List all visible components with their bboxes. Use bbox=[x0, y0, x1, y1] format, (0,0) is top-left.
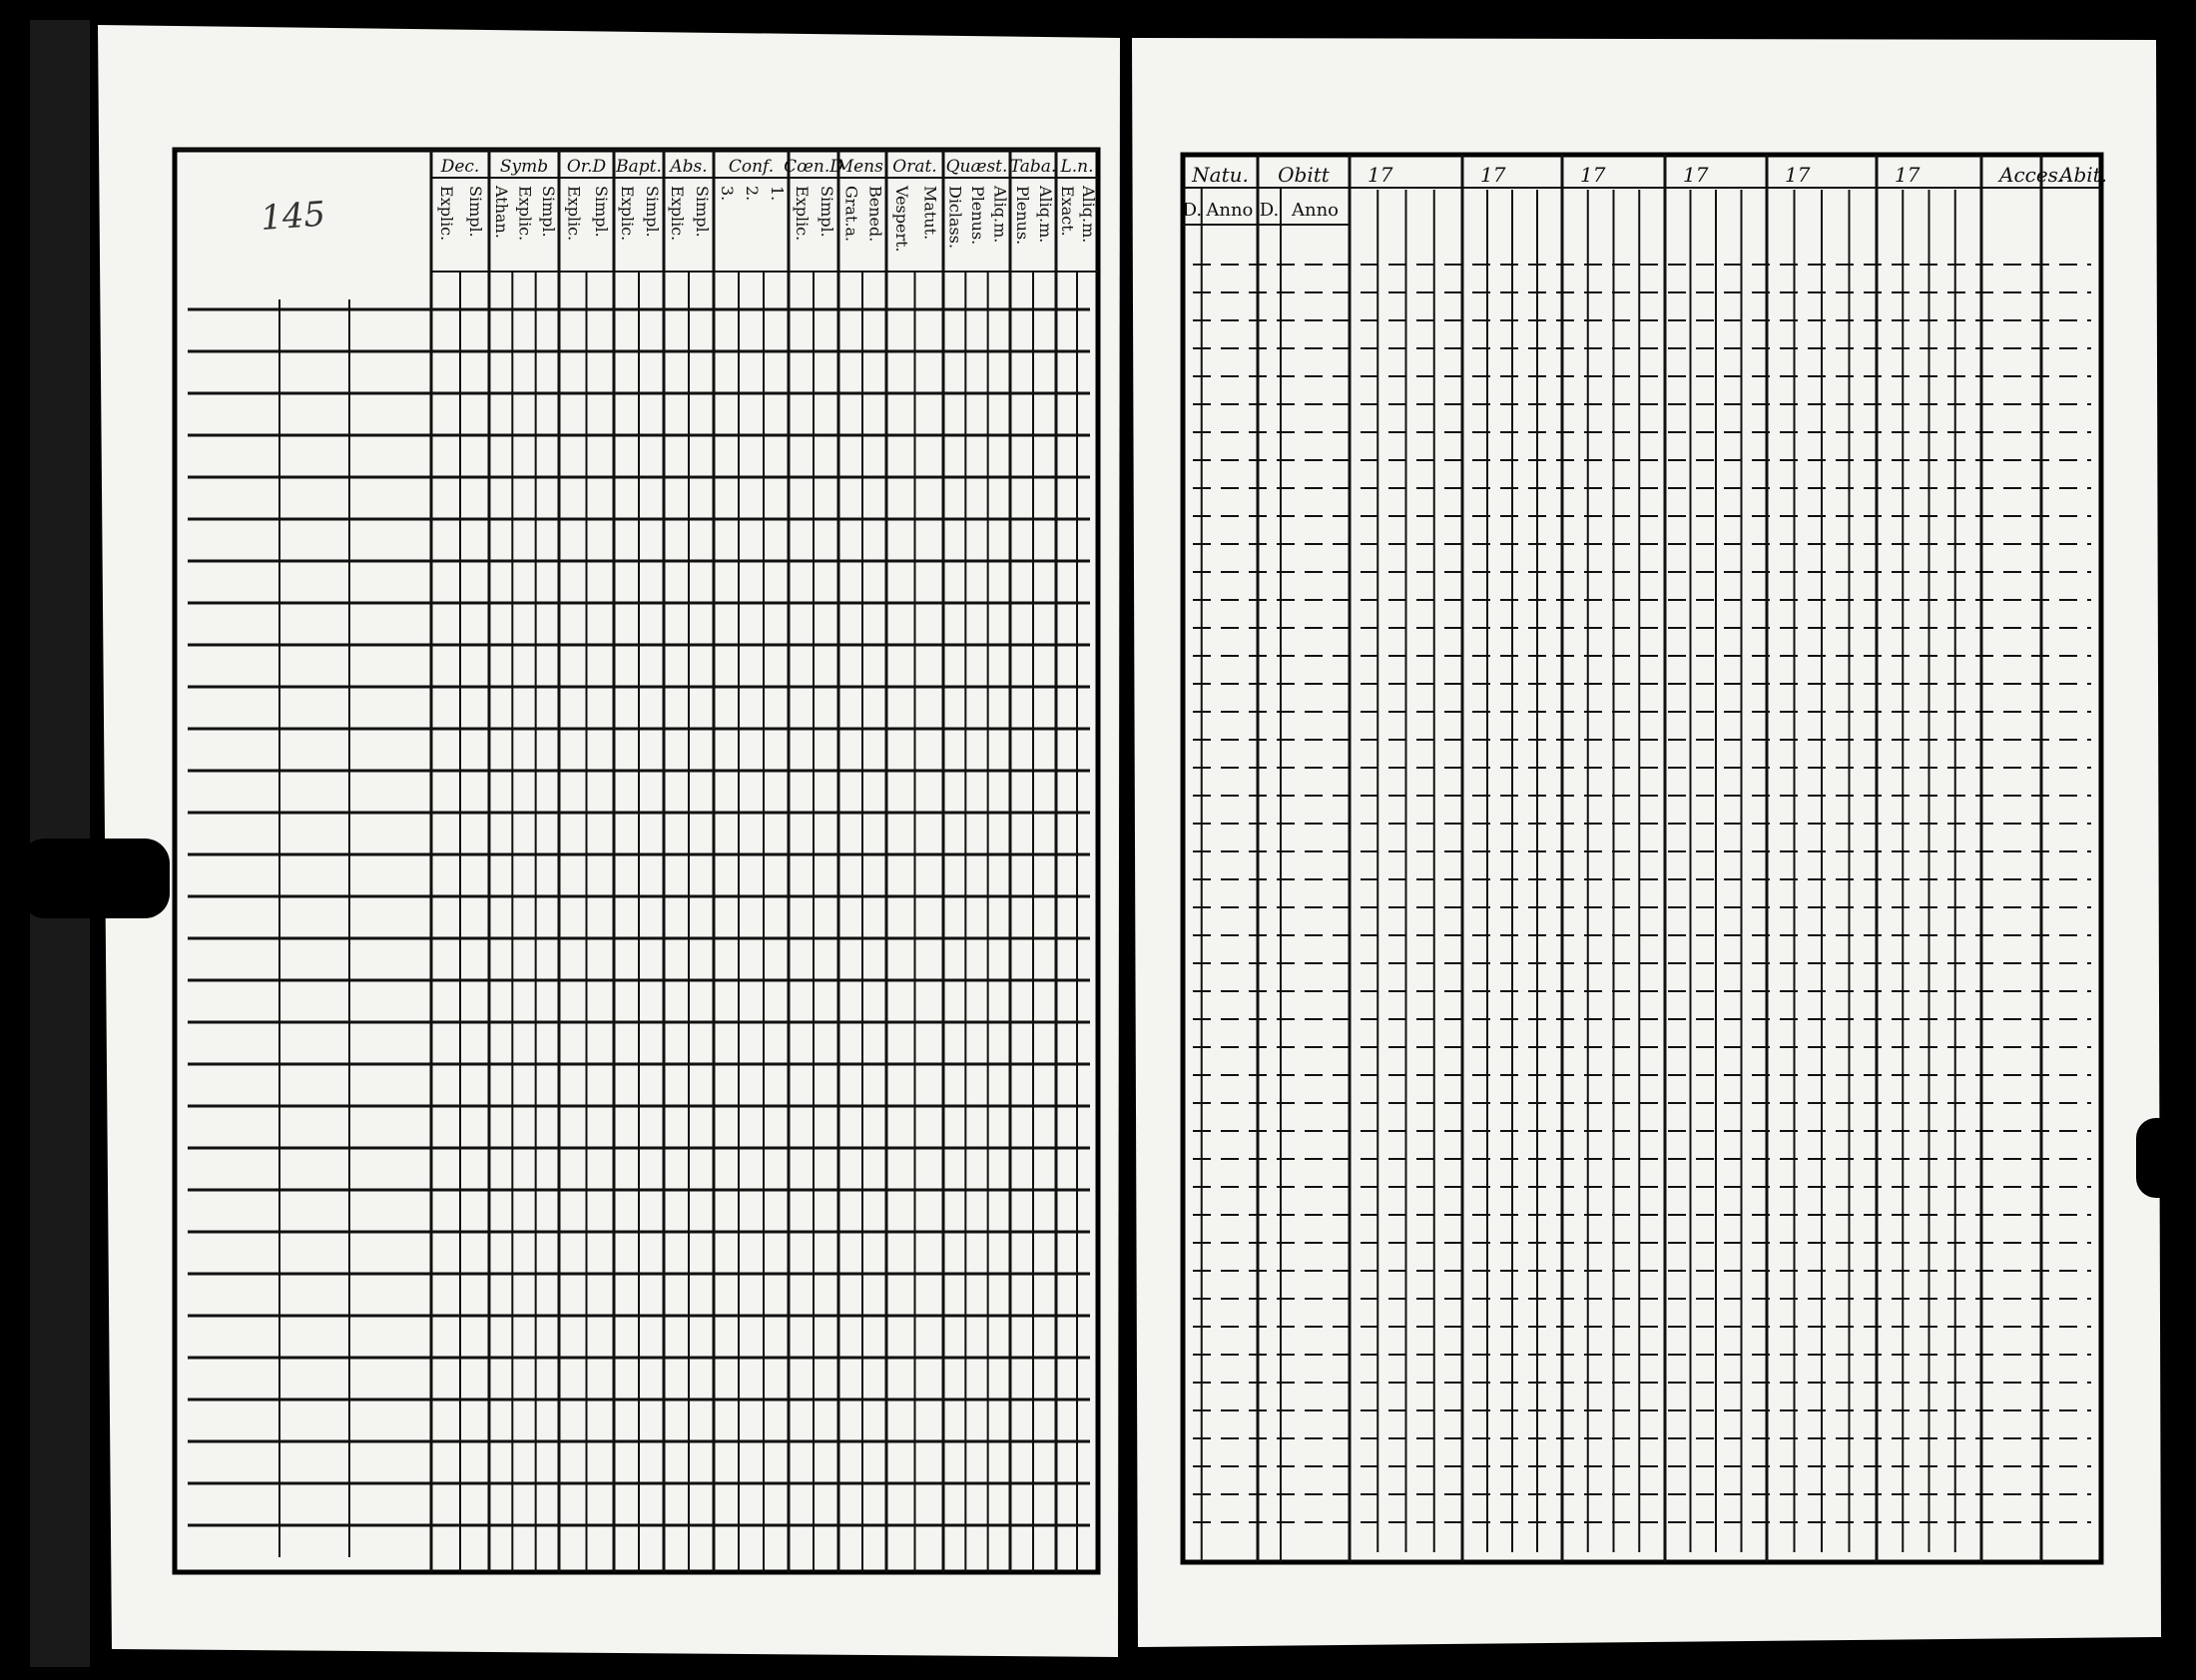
column-header: Bapt. bbox=[616, 157, 662, 177]
column-subheader: Explic. bbox=[668, 186, 687, 242]
column-subheader: Explic. bbox=[515, 186, 535, 242]
column-subheader: Simpl. bbox=[643, 186, 662, 238]
clasp-right bbox=[2136, 1118, 2196, 1198]
column-subheader: Simpl. bbox=[466, 186, 485, 238]
page-number: 145 bbox=[259, 194, 327, 239]
left-page bbox=[98, 25, 1120, 1657]
column-subheader: Anno bbox=[1291, 200, 1340, 221]
column-header: L.n. bbox=[1060, 157, 1094, 177]
column-subheader: Exact. bbox=[1058, 186, 1077, 237]
column-header: Obitt bbox=[1278, 163, 1330, 187]
column-subheader: Aliq.m. bbox=[1079, 186, 1098, 244]
column-subheader: Explic. bbox=[618, 186, 637, 242]
clasp-left bbox=[20, 839, 170, 918]
column-subheader: 2. bbox=[743, 186, 762, 202]
column-subheader: Grat.a. bbox=[841, 186, 861, 243]
column-header: Natu. bbox=[1192, 163, 1249, 187]
column-subheader: Explic. bbox=[793, 186, 812, 242]
column-subheader: Athan. bbox=[492, 186, 512, 239]
column-subheader: Bened. bbox=[865, 186, 885, 243]
column-header: 17 bbox=[1580, 163, 1606, 187]
column-header: 17 bbox=[1480, 163, 1506, 187]
column-subheader: 3. bbox=[718, 186, 737, 202]
column-subheader: Diclass. bbox=[945, 186, 965, 250]
column-header: Mens. bbox=[835, 157, 889, 177]
column-subheader: Simpl. bbox=[818, 186, 836, 238]
column-header: 17 bbox=[1368, 163, 1393, 187]
column-header: Cœn.D bbox=[784, 157, 843, 177]
column-subheader: Explic. bbox=[437, 186, 456, 242]
column-header: Taba. bbox=[1009, 157, 1057, 177]
column-header: Abit. bbox=[2059, 163, 2108, 187]
column-header: 17 bbox=[1895, 163, 1921, 187]
column-header: Dec. bbox=[440, 157, 480, 177]
column-subheader: Matut. bbox=[920, 186, 940, 241]
column-header: Acces. bbox=[1999, 163, 2065, 187]
column-subheader: Aliq.m. bbox=[990, 186, 1010, 244]
column-subheader: Simpl. bbox=[591, 186, 611, 238]
column-header: Conf. bbox=[728, 157, 775, 177]
column-header: Symb bbox=[499, 157, 549, 177]
column-subheader: Vespert. bbox=[891, 186, 911, 253]
column-subheader: Plenus. bbox=[1013, 186, 1032, 246]
column-header: Quæst. bbox=[945, 157, 1008, 177]
column-subheader: D. bbox=[1182, 200, 1203, 221]
column-header: Abs. bbox=[670, 157, 708, 177]
column-header: 17 bbox=[1683, 163, 1709, 187]
right-page bbox=[1132, 38, 2161, 1647]
column-subheader: Explic. bbox=[564, 186, 584, 242]
column-header: Orat. bbox=[892, 157, 937, 177]
column-subheader: 1. bbox=[768, 186, 787, 202]
column-header: Or.D bbox=[566, 157, 607, 177]
column-subheader: Simpl. bbox=[538, 186, 558, 238]
column-subheader: D. bbox=[1259, 200, 1280, 221]
column-subheader: Plenus. bbox=[968, 186, 987, 246]
column-subheader: Aliq.m. bbox=[1036, 186, 1055, 244]
column-subheader: Simpl. bbox=[693, 186, 712, 238]
column-subheader: Anno bbox=[1206, 200, 1254, 221]
column-header: 17 bbox=[1785, 163, 1811, 187]
